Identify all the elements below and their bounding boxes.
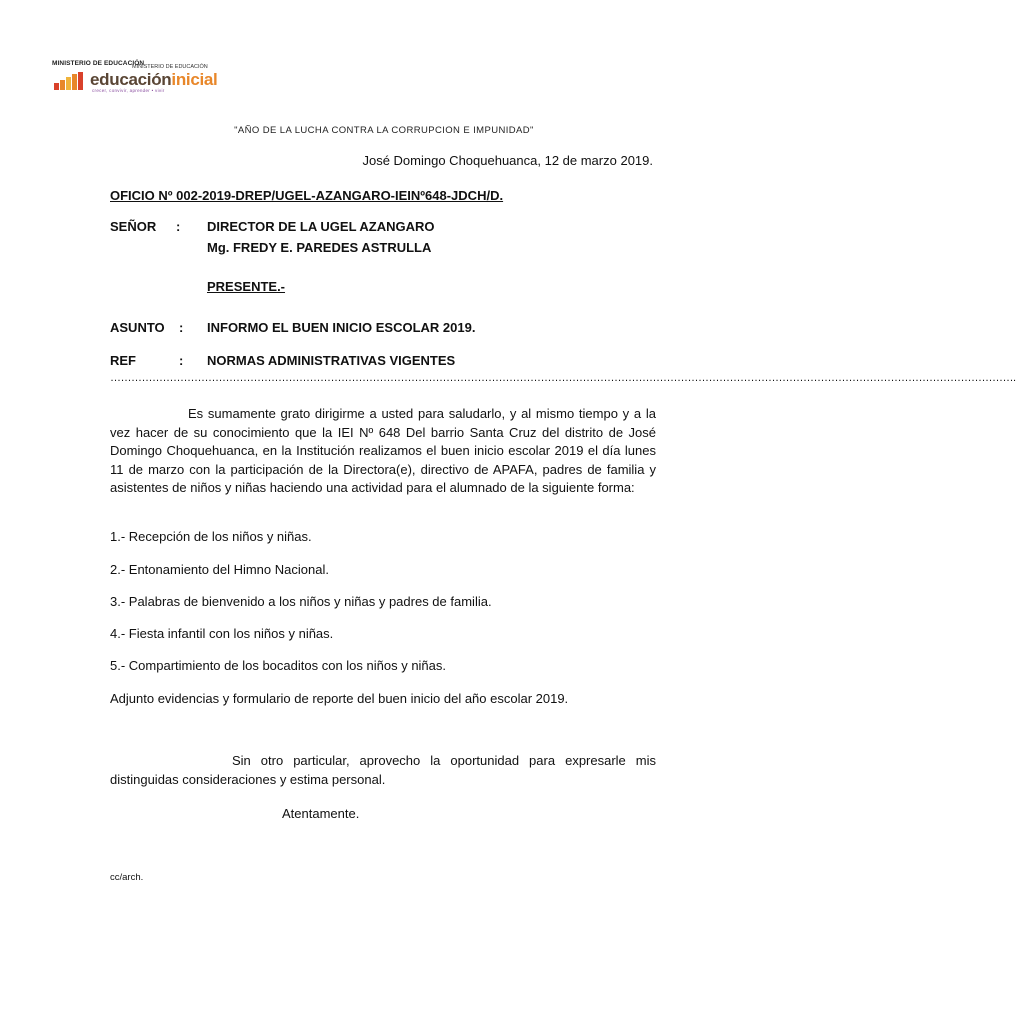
ref-colon: : (179, 353, 184, 368)
recipient-colon: : (176, 219, 181, 234)
body-intro: Es sumamente grato dirigirme a usted para saludarlo, y al mismo tiempo y a la vez hacer de su conocimiento que la IEI Nº 648 Del barrio Santa Cruz del distrito de José Domingo Choquehuanca, en la Institución realizamos el buen inicio escolar 2019 el día lunes 11 de marzo con la participación de la Directora(e), directivo de APAFA, padres de familia y asistentes de niños y niñas haciendo una actividad para el alumnado de la siguiente forma: (110, 406, 656, 495)
separator-line: ……………………………………………………………………………………………………………………………………………………………………………………………………………………………………. (110, 372, 1016, 384)
ministry-logo (52, 60, 222, 96)
logo-tagline: crecer, convivir, aprender • vivir (92, 88, 165, 93)
list-item: 5.- Compartimiento de los bocaditos con los niños y niñas. (110, 658, 447, 673)
recipient-name: Mg. FREDY E. PAREDES ASTRULLA (207, 240, 432, 255)
list-item: 3.- Palabras de bienvenido a los niños y niñas y padres de familia. (110, 594, 492, 609)
recipient-label: SEÑOR (110, 219, 157, 234)
ministry-label-left: MINISTERIO DE EDUCACIÓN (52, 60, 145, 67)
asunto-colon: : (179, 320, 184, 335)
closing: Atentamente. (282, 806, 360, 821)
logo-bars-icon (54, 72, 88, 90)
recipient-title: DIRECTOR DE LA UGEL AZANGARO (207, 219, 435, 234)
list-item: 2.- Entonamiento del Himno Nacional. (110, 562, 329, 577)
presente: PRESENTE.- (207, 279, 286, 294)
farewell-paragraph: Sin otro particular, aprovecho la oportunidad para expresarle mis distinguidas consideraciones y estima personal. (110, 753, 656, 787)
ministry-label-right: MINISTERIO DE EDUCACIÓN (132, 64, 208, 70)
logo-brand: educacióninicial (90, 70, 218, 89)
year-motto: "AÑO DE LA LUCHA CONTRA LA CORRUPCION E IMPUNIDAD" (234, 125, 534, 136)
list-item: 1.- Recepción de los niños y niñas. (110, 529, 312, 544)
list-item: 4.- Fiesta infantil con los niños y niñas. (110, 626, 334, 641)
ref-label: REF (110, 353, 136, 368)
asunto-label: ASUNTO (110, 320, 165, 335)
ref-value: NORMAS ADMINISTRATIVAS VIGENTES (207, 353, 456, 368)
oficio-number: OFICIO Nº 002-2019-DREP/UGEL-AZANGARO-IEINº648-JDCH/D. (110, 188, 504, 203)
attachment-note: Adjunto evidencias y formulario de reporte del buen inicio del año escolar 2019. (110, 691, 569, 706)
cc-note: cc/arch. (110, 872, 144, 883)
asunto-value: INFORMO EL BUEN INICIO ESCOLAR 2019. (207, 320, 476, 335)
dateline: José Domingo Choquehuanca, 12 de marzo 2019. (362, 153, 653, 168)
